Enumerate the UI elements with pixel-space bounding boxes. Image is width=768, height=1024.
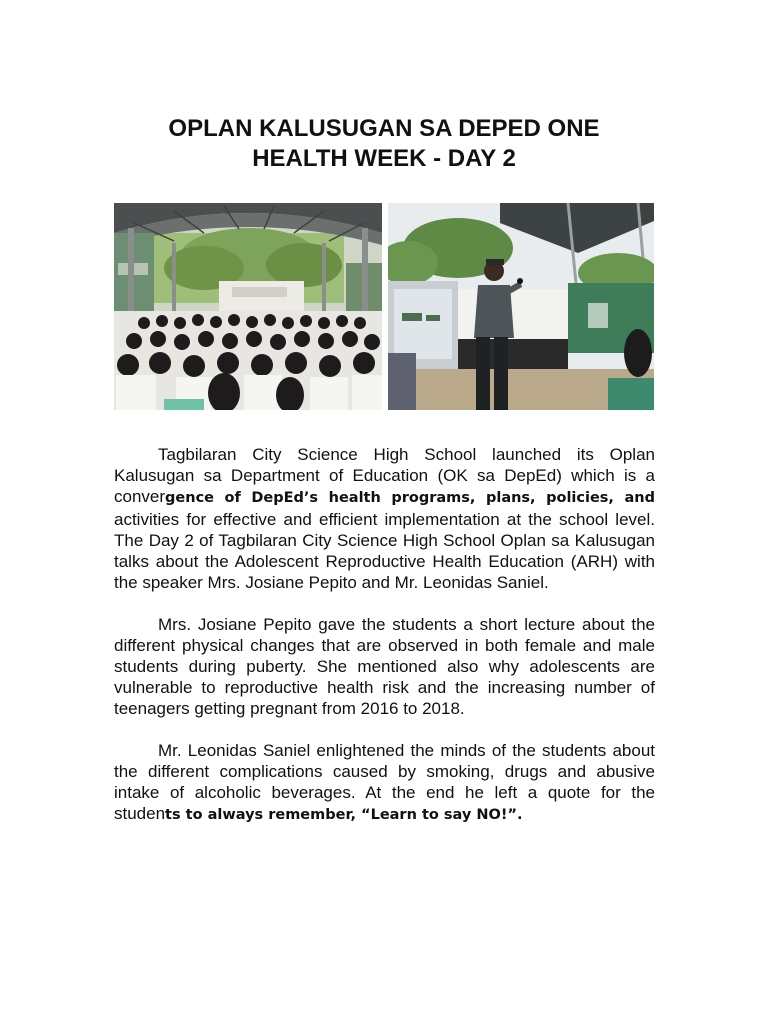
photo-speaker-presenting: [388, 203, 654, 410]
paragraph-1: [114, 444, 655, 593]
paragraph-3-text-a: Mr. Leonidas Saniel enlightened the minds of the students about the different complications caused by smoking, drugs and abusive intake of alcoholic beverages. At the end he left a quote for the studen: [114, 741, 655, 823]
paragraph-1-text-c: activities for effective and efficient implementation at the school level. The Day 2 of Tagbilaran City Science High School Oplan sa Kalusugan talks about the Adolescent Reproductive Health Education (ARH) with the speaker Mrs. Josiane Pepito and Mr. Leonidas Saniel.: [114, 510, 655, 592]
photo-students-covered-court: [114, 203, 382, 410]
document-title: [0, 114, 768, 174]
title-line-1: OPLAN KALUSUGAN SA DEPED ONE: [168, 115, 600, 142]
paragraph-1-text-a: Tagbilaran City Science High School launched its Oplan Kalusugan sa Department of Education (OK sa DepEd) which is a conver: [114, 445, 655, 506]
article-body: [114, 444, 655, 847]
paragraph-3-text-b: ts to always remember, “Learn to say NO!”.: [165, 807, 523, 823]
title-line-2: HEALTH WEEK - DAY 2: [252, 145, 516, 172]
paragraph-3: [114, 740, 655, 826]
paragraph-2: Mrs. Josiane Pepito gave the students a short lecture about the different physical changes that are observed in both female and male students during puberty. She mentioned also why adolescents are vulnerable to reproductive health risk and the increasing number of teenagers getting pregnant from 2016 to 2018.: [114, 615, 655, 718]
paragraph-1-text-b: gence of DepEd’s health programs, plans, policies, and: [165, 490, 655, 506]
